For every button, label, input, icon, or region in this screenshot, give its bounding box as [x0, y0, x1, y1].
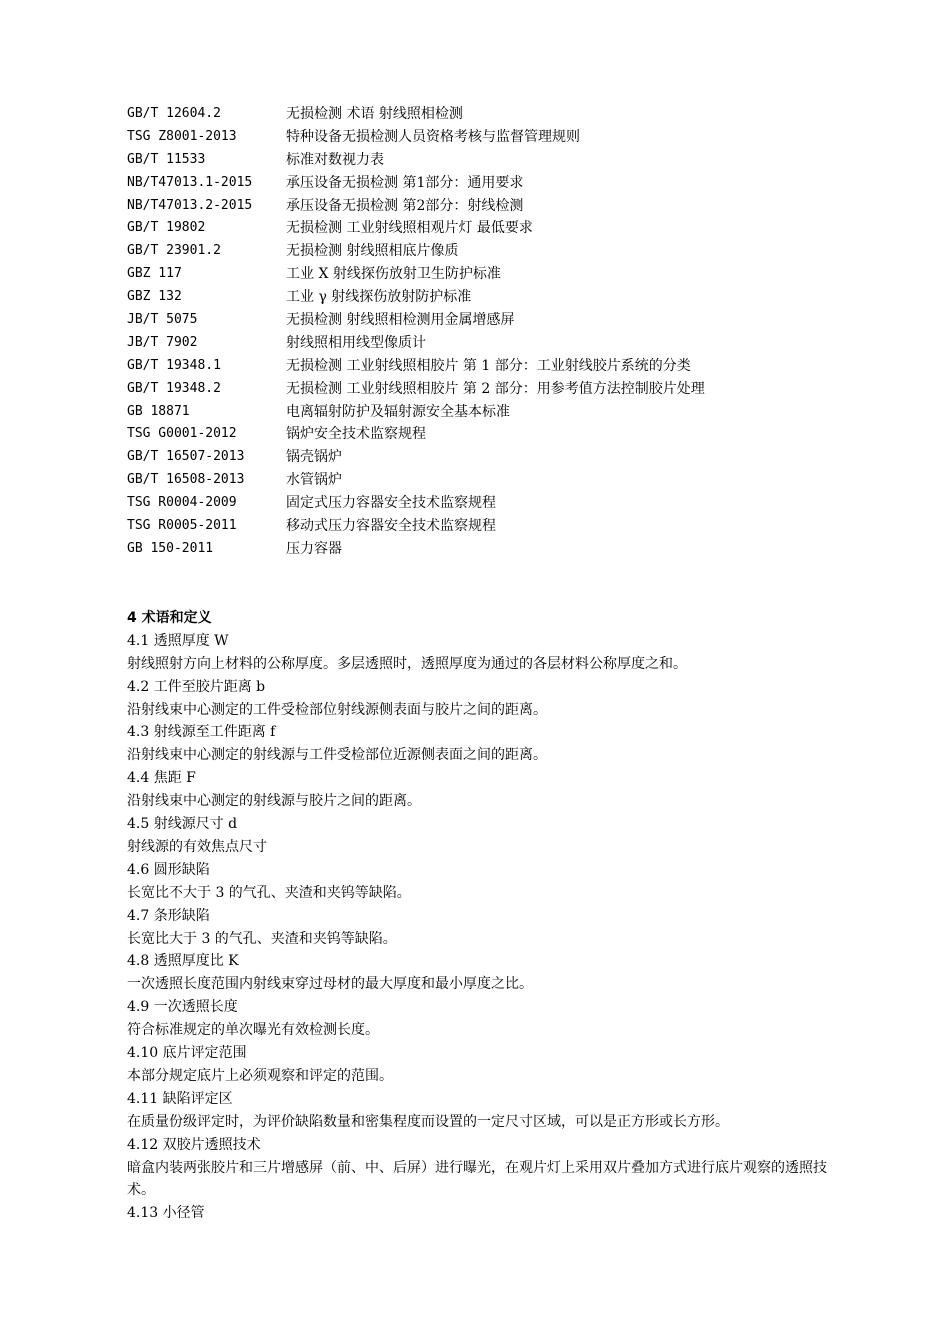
reference-row — [127, 401, 847, 424]
reference-row — [127, 469, 847, 492]
reference-row — [127, 515, 847, 538]
reference-title: 移动式压力容器安全技术监察规程 — [286, 518, 496, 535]
term-heading: 4.3 射线源至工件距离 f — [127, 724, 276, 741]
reference-code: GBZ 117 — [127, 266, 182, 282]
reference-title: 工业 X 射线探伤放射卫生防护标准 — [286, 266, 501, 283]
term-definition: 沿射线束中心测定的射线源与工件受检部位近源侧表面之间的距离。 — [127, 747, 547, 764]
term-heading: 4.6 圆形缺陷 — [127, 861, 210, 878]
reference-title: 标准对数视力表 — [286, 151, 384, 168]
reference-row — [127, 446, 847, 469]
reference-code: GB/T 19348.1 — [127, 357, 221, 373]
term-definition: 射线源的有效焦点尺寸 — [127, 838, 267, 855]
reference-title: 水管锅炉 — [286, 472, 342, 489]
reference-code: GB/T 19802 — [127, 220, 206, 236]
term-definition: 在质量份级评定时，为评价缺陷数量和密集程度而设置的一定尺寸区域，可以是正方形或长方形。 — [127, 1113, 729, 1130]
reference-row — [127, 286, 847, 309]
term-definition: 沿射线束中心测定的工件受检部位射线源侧表面与胶片之间的距离。 — [127, 701, 547, 718]
reference-title: 电离辐射防护及辐射源安全基本标准 — [286, 403, 510, 420]
term-definition: 一次透照长度范围内射线束穿过母材的最大厚度和最小厚度之比。 — [127, 976, 533, 993]
reference-title: 无损检测 射线照相底片像质 — [286, 243, 459, 260]
reference-title: 射线照相用线型像质计 — [286, 334, 426, 351]
term-heading: 4.12 双胶片透照技术 — [127, 1136, 261, 1153]
reference-row — [127, 149, 847, 172]
reference-code: GB/T 19348.2 — [127, 380, 221, 396]
reference-row — [127, 103, 847, 126]
reference-title: 特种设备无损检测人员资格考核与监督管理规则 — [286, 128, 580, 145]
reference-code: TSG R0005-2011 — [127, 518, 237, 534]
reference-title: 锅壳锅炉 — [286, 449, 342, 466]
reference-title: 承压设备无损检测 第1部分：通用要求 — [286, 174, 524, 191]
reference-row — [127, 263, 847, 286]
term-heading: 4.8 透照厚度比 K — [127, 953, 239, 970]
reference-code: TSG Z8001-2013 — [127, 128, 237, 144]
reference-title: 无损检测 术语 射线照相检测 — [286, 106, 463, 122]
reference-row — [127, 378, 847, 401]
term-heading: 4.5 射线源尺寸 d — [127, 816, 238, 833]
section-heading: 4 术语和定义 — [127, 610, 212, 626]
term-definition: 暗盒内装两张胶片和三片增感屏（前、中、后屏）进行曝光，在观片灯上采用双片叠加方式进行底片观察的透照技术。 — [127, 1159, 827, 1199]
reference-code: GB/T 23901.2 — [127, 243, 221, 259]
reference-title: 无损检测 工业射线照相观片灯 最低要求 — [286, 220, 533, 237]
normative-references-list — [127, 103, 847, 561]
reference-row — [127, 538, 847, 561]
term-heading: 4.1 透照厚度 W — [127, 632, 229, 649]
reference-row — [127, 492, 847, 515]
reference-title: 锅炉安全技术监察规程 — [286, 426, 426, 443]
reference-row — [127, 240, 847, 263]
term-heading: 4.2 工件至胶片距离 b — [127, 678, 266, 695]
reference-code: TSG R0004-2009 — [127, 495, 237, 511]
reference-row — [127, 423, 847, 446]
reference-row — [127, 172, 847, 195]
reference-title: 承压设备无损检测 第2部分：射线检测 — [286, 197, 524, 214]
term-definition: 长宽比大于 3 的气孔、夹渣和夹钨等缺陷。 — [127, 930, 397, 947]
reference-code: NB/T47013.1-2015 — [127, 174, 253, 190]
reference-code: GB/T 16508-2013 — [127, 472, 245, 488]
reference-title: 无损检测 射线照相检测用金属增感屏 — [286, 312, 515, 329]
term-definition: 本部分规定底片上必须观察和评定的范围。 — [127, 1067, 393, 1084]
reference-code: JB/T 7902 — [127, 334, 198, 350]
reference-row — [127, 309, 847, 332]
reference-code: GBZ 132 — [127, 289, 182, 305]
reference-row — [127, 217, 847, 240]
term-heading: 4.4 焦距 F — [127, 770, 196, 787]
reference-row — [127, 195, 847, 218]
term-heading: 4.7 条形缺陷 — [127, 907, 210, 924]
reference-title: 无损检测 工业射线照相胶片 第 2 部分：用参考值方法控制胶片处理 — [286, 380, 705, 397]
reference-code: GB/T 11533 — [127, 151, 206, 167]
reference-code: GB 150-2011 — [127, 540, 214, 556]
reference-title: 无损检测 工业射线照相胶片 第 1 部分：工业射线胶片系统的分类 — [286, 357, 691, 374]
term-heading: 4.13 小径管 — [127, 1205, 205, 1222]
reference-row — [127, 355, 847, 378]
term-definition: 长宽比不大于 3 的气孔、夹渣和夹钨等缺陷。 — [127, 884, 411, 901]
reference-code: GB/T 12604.2 — [127, 106, 221, 121]
term-heading: 4.9 一次透照长度 — [127, 999, 238, 1016]
term-heading: 4.11 缺陷评定区 — [127, 1090, 233, 1107]
reference-title: 固定式压力容器安全技术监察规程 — [286, 495, 496, 512]
reference-title: 工业 γ 射线探伤放射防护标准 — [286, 289, 472, 306]
term-definition: 符合标准规定的单次曝光有效检测长度。 — [127, 1022, 379, 1039]
term-definition: 沿射线束中心测定的射线源与胶片之间的距离。 — [127, 793, 421, 810]
term-heading: 4.10 底片评定范围 — [127, 1045, 247, 1062]
term-definition: 射线照射方向上材料的公称厚度。多层透照时，透照厚度为通过的各层材料公称厚度之和。 — [127, 655, 687, 672]
terms-definitions-section — [127, 607, 827, 1225]
reference-code: JB/T 5075 — [127, 312, 198, 328]
reference-title: 压力容器 — [286, 540, 342, 557]
reference-row — [127, 332, 847, 355]
reference-code: GB/T 16507-2013 — [127, 449, 245, 465]
reference-code: NB/T47013.2-2015 — [127, 197, 253, 213]
reference-row — [127, 126, 847, 149]
reference-code: TSG G0001-2012 — [127, 426, 237, 442]
reference-code: GB 18871 — [127, 403, 190, 419]
